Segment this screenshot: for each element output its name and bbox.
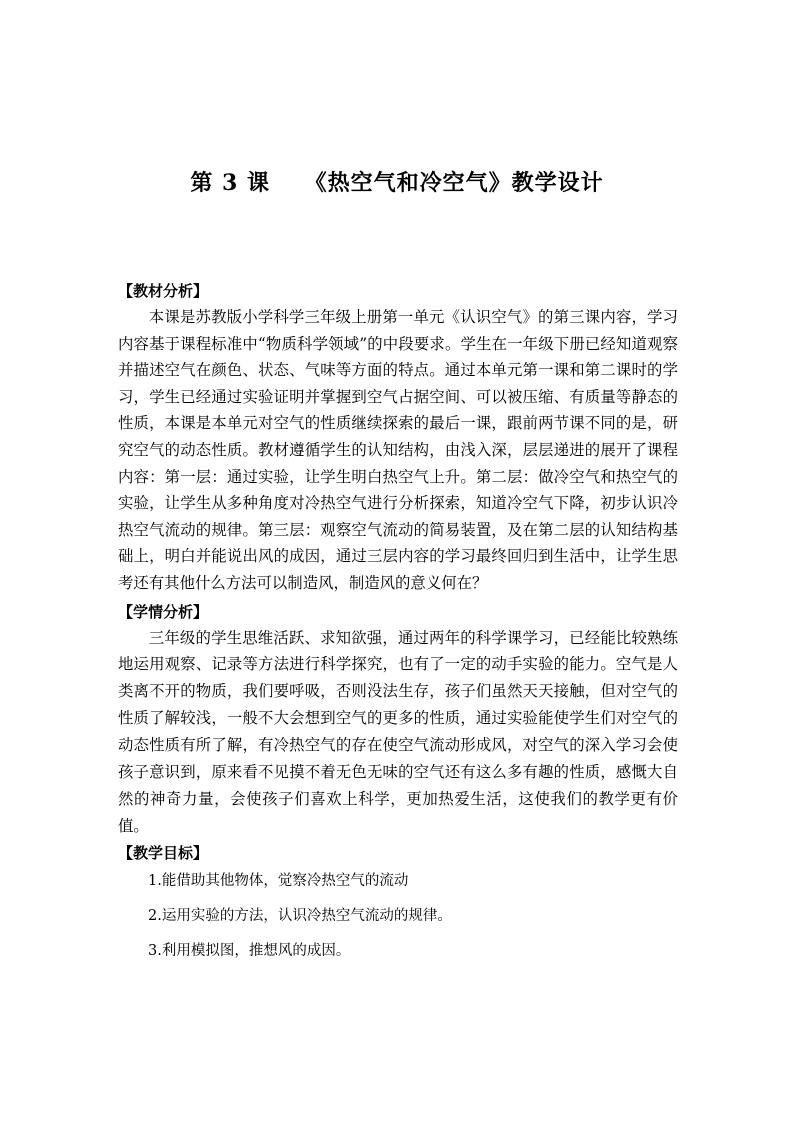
student-analysis-paragraph: 三年级的学生思维活跃、求知欲强，通过两年的科学课学习，已经能比较熟练地运用观察、记录等方法进行科学探究，也有了一定的动手实验的能力。空气是人类离不开的物质，我们要呼吸，否则没法生存，孩子们虽然天天接触，但对空气的性质了解较浅，一般不大会想到空气的更多的性质，通过实验能使学生们对空气的动态性质有所了解，有冷热空气的存在使空气流动形成风，对空气的深入学习会使孩子意识到，原来看不见摸不着无色无味的空气还有这么多有趣的性质，感慨大自然的神奇力量，会使孩子们喜欢上科学，更加热爱生活，这使我们的教学更有价值。 xyxy=(118,628,678,835)
teaching-goal-item: 2.运用实验的方法，认识冷热空气流动的规律。 xyxy=(148,907,452,924)
section-heading-teaching-goals: 【教学目标】 xyxy=(118,843,209,862)
material-analysis-paragraph: 本课是苏教版小学科学三年级上册第一单元《认识空气》的第三课内容，学习内容基于课程标准中“物质科学领域”的中段要求。学生在一年级下册已经知道观察并描述空气在颜色、状态、气味等方面的特点。通过本单元第一课和第二课时的学习，学生已经通过实验证明并掌握到空气占据空间、可以被压缩、有质量等静态的性质，本课是本单元对空气的性质继续探索的最后一课，跟前两节课不同的是，研究空气的动态性质。教材遵循学生的认知结构，由浅入深，层层递进的展开了课程内容：第一层：通过实验，让学生明白热空气上升。第二层：做冷空气和热空气的实验，让学生从多种角度对冷热空气进行分析探索，知道冷空气下降，初步认识冷热空气流动的规律。第三层：观察空气流动的简易装置，及在第二层的认知结构基础上，明白并能说出风的成因，通过三层内容的学习最终回归到生活中，让学生思考还有其他什么方法可以制造风，制造风的意义何在？ xyxy=(118,308,678,592)
page-title: 第 3 课 《热空气和冷空气》教学设计 xyxy=(190,170,604,196)
section-heading-material-analysis: 【教材分析】 xyxy=(118,282,209,300)
section-heading-student-analysis: 【学情分析】 xyxy=(118,602,209,621)
document-body xyxy=(118,278,678,969)
teaching-goal-item: 3.利用模拟图，推想风的成因。 xyxy=(148,942,351,959)
teaching-goal-item: 1.能借助其他物体，觉察冷热空气的流动 xyxy=(148,872,409,889)
